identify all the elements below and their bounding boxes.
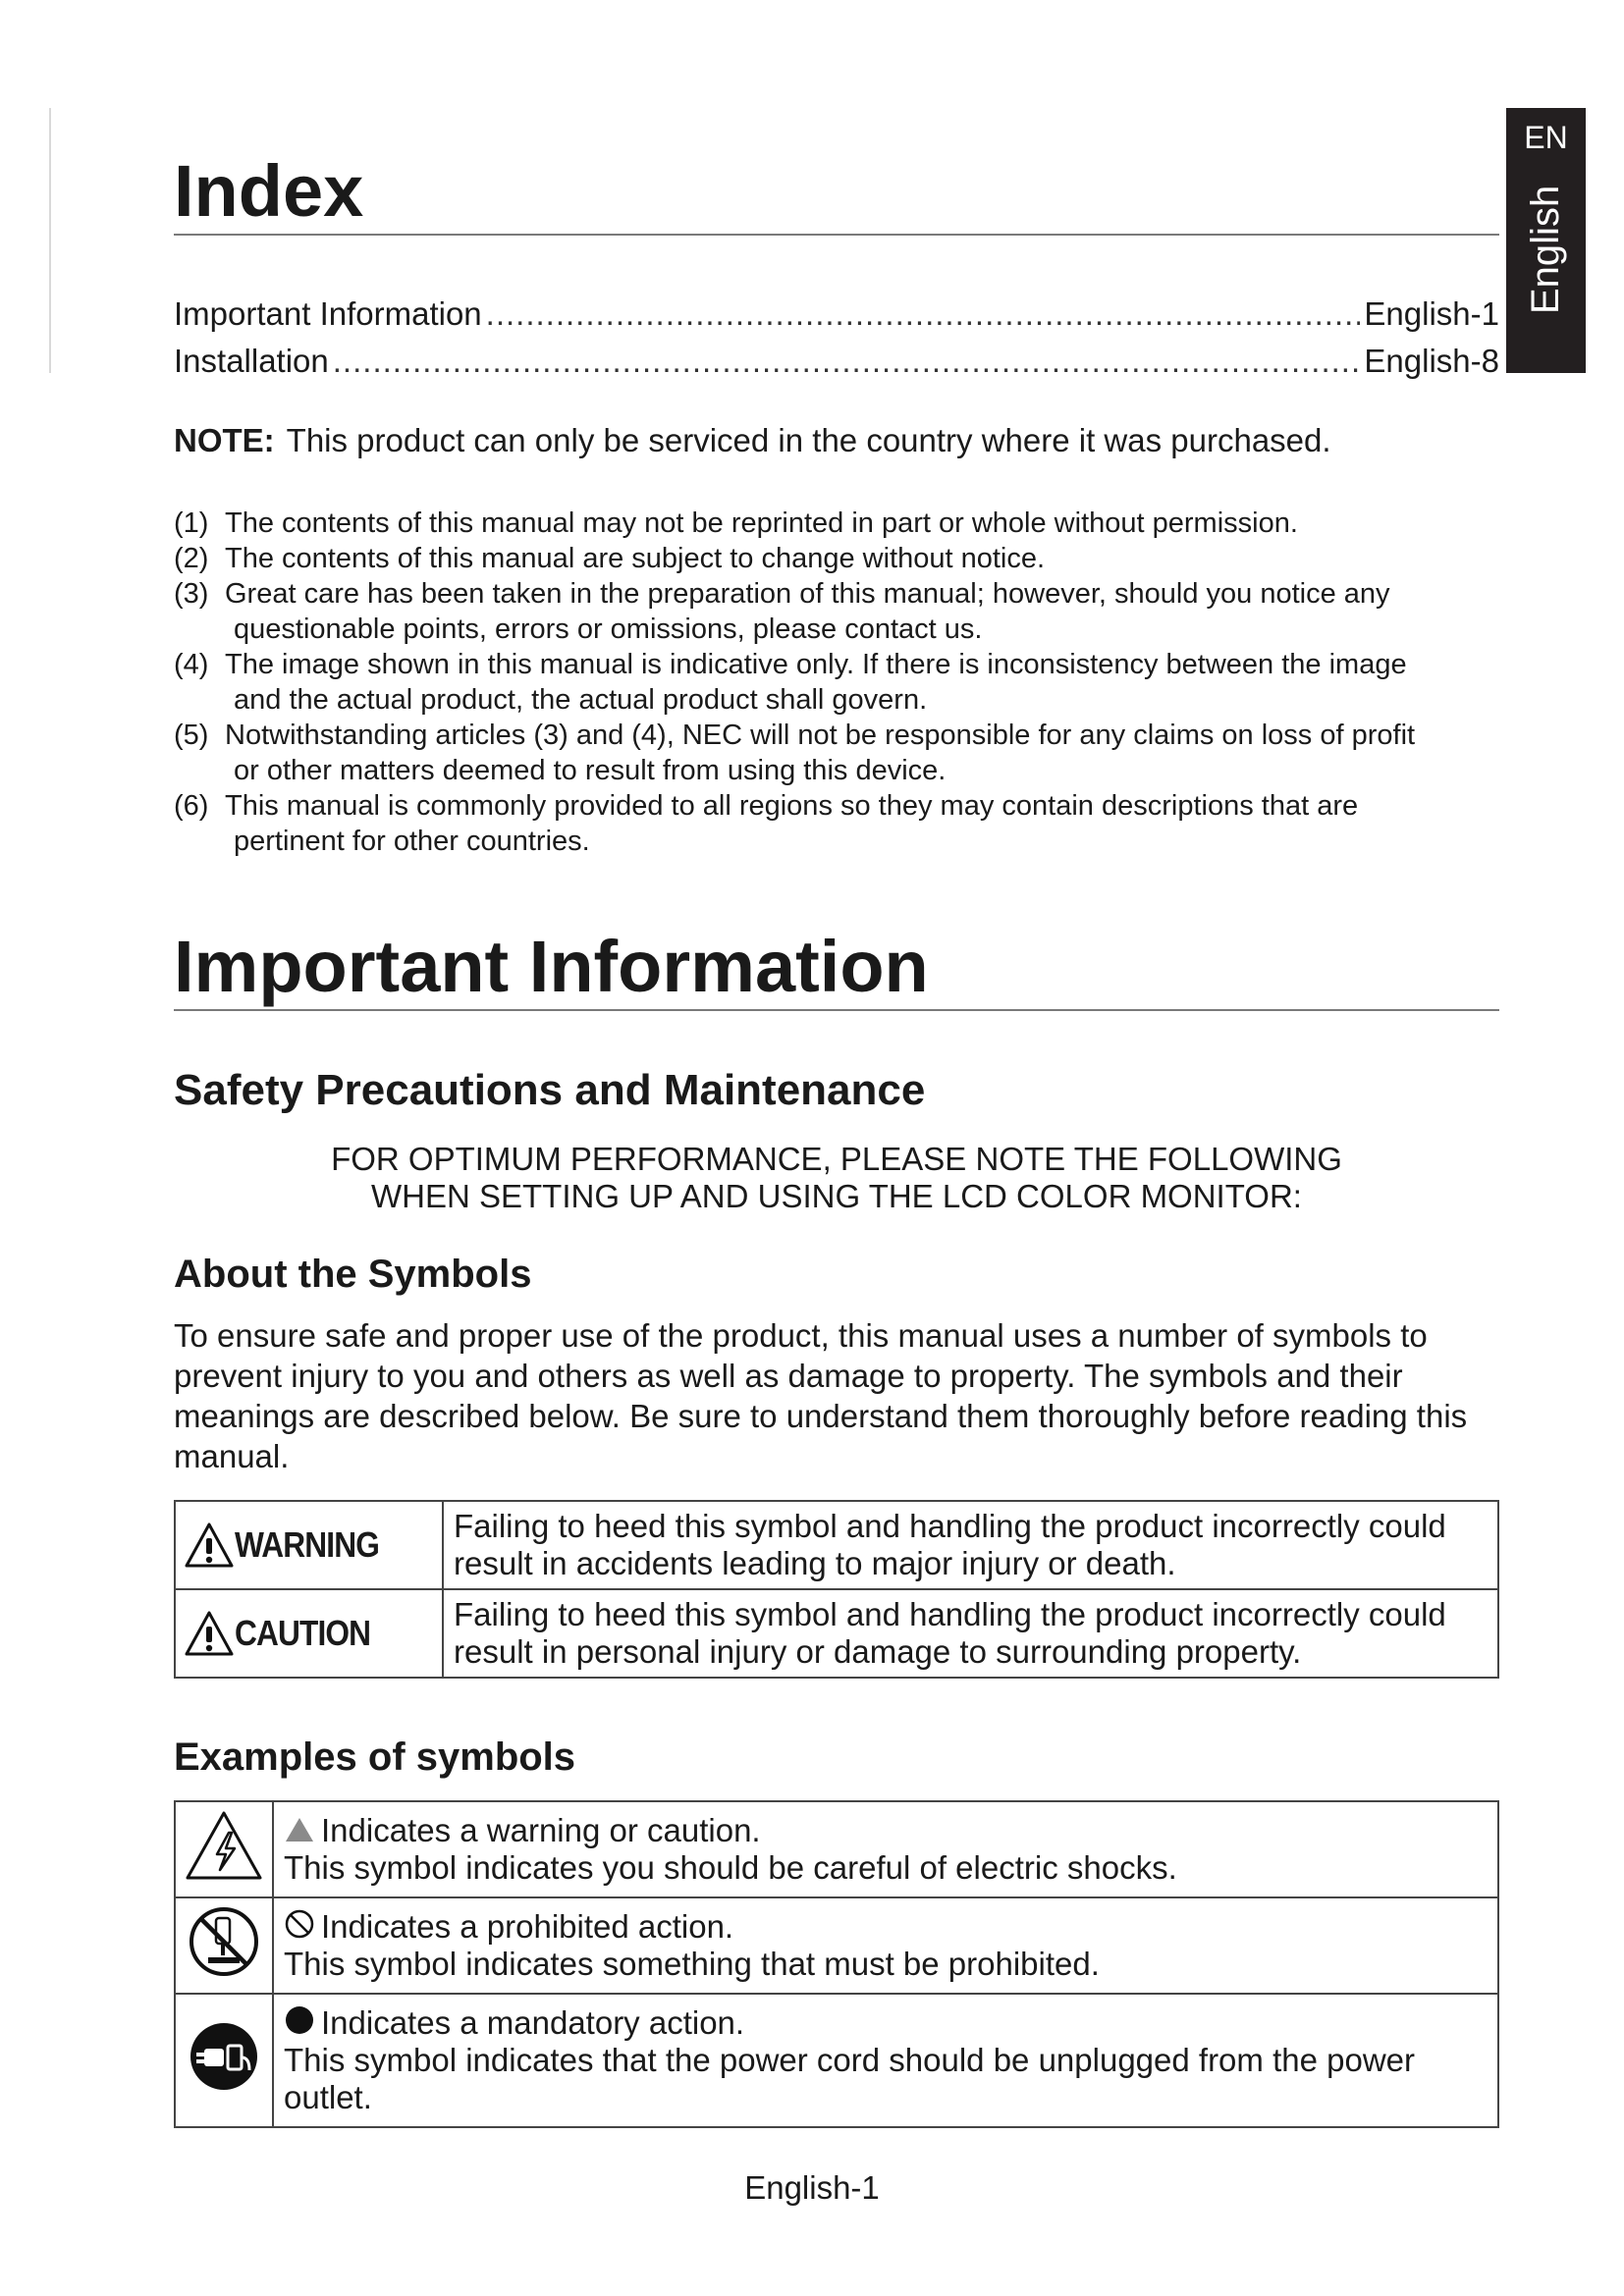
example-line2: This symbol indicates you should be careful of electric shocks. [284, 1849, 1177, 1886]
list-item-text: Great care has been taken in the preparation of this manual; however, should you notice any [225, 578, 1390, 610]
note-label: NOTE: [174, 422, 275, 458]
symbol-label-cell [175, 1589, 443, 1678]
toc-entry-page: English-1 [1364, 295, 1499, 332]
list-item-number: (6) [174, 790, 209, 822]
language-tab [1506, 108, 1586, 373]
caution-label: CAUTION [235, 1613, 371, 1653]
list-item-number: (5) [174, 720, 209, 751]
example-line [284, 1908, 1488, 1946]
symbol-description: Failing to heed this symbol and handling the product incorrectly could result in personal injury or damage to surrounding property. [443, 1589, 1498, 1678]
example-icon-cell [175, 1801, 273, 1897]
language-label: English [1524, 185, 1567, 314]
list-item-number: (2) [174, 543, 209, 574]
example-line1: Indicates a mandatory action. [321, 2004, 745, 2041]
important-title: Important Information [174, 926, 929, 1007]
page-number: English-1 [744, 2169, 880, 2206]
optimum-notice [174, 1141, 1499, 1215]
list-item-text: This manual is commonly provided to all regions so they may contain descriptions that are [225, 790, 1359, 822]
examples-table [174, 1800, 1499, 2128]
list-item-continuation: or other matters deemed to result from using this device. [234, 755, 947, 786]
list-item [174, 576, 1499, 612]
language-code: EN [1524, 120, 1568, 155]
list-item [174, 718, 1499, 753]
mandatory-dot-icon [284, 2004, 315, 2036]
important-rule [174, 1009, 1499, 1011]
table-row [175, 1801, 1498, 1897]
example-line [284, 1812, 1488, 1849]
toc-entry[interactable] [174, 342, 1499, 381]
table-row [175, 1994, 1498, 2127]
example-line2: This symbol indicates something that must be prohibited. [284, 1946, 1100, 1982]
grey-triangle-icon [284, 1816, 315, 1843]
electric-shock-icon [184, 1809, 264, 1882]
list-item-continuation: questionable points, errors or omissions, please contact us. [234, 614, 983, 645]
example-line [284, 2004, 1488, 2042]
list-item-text: The image shown in this manual is indicative only. If there is inconsistency between the image [225, 649, 1407, 680]
list-item [174, 506, 1499, 541]
example-description [273, 1897, 1498, 1994]
list-item [174, 647, 1499, 682]
list-item-continuation: pertinent for other countries. [234, 826, 590, 857]
toc-entry[interactable] [174, 294, 1499, 334]
optimum-line: FOR OPTIMUM PERFORMANCE, PLEASE NOTE THE FOLLOWING [331, 1141, 1342, 1177]
no-disassembly-icon [187, 1904, 261, 1979]
example-icon-cell [175, 1897, 273, 1994]
list-item [174, 541, 1499, 576]
symbol-meaning-table [174, 1500, 1499, 1679]
example-description [273, 1994, 1498, 2127]
notice-list [174, 506, 1499, 859]
example-icon-cell [175, 1994, 273, 2127]
table-row [175, 1897, 1498, 1994]
symbols-paragraph: To ensure safe and proper use of the product, this manual uses a number of symbols to prevent injury to you and others as well as damage to property. The symbols and their meanings are described below. Be sure to understand them thoroughly before reading this manual. [174, 1317, 1468, 1474]
caution-triangle-icon [184, 1610, 235, 1657]
warning-triangle-icon [184, 1522, 235, 1569]
symbol-description: Failing to heed this symbol and handling the product incorrectly could result in accidents leading to major injury or death. [443, 1501, 1498, 1589]
examples-heading: Examples of symbols [174, 1735, 576, 1779]
prohibited-icon [284, 1908, 315, 1940]
list-item-text: The contents of this manual are subject to change without notice. [225, 543, 1046, 574]
safety-heading: Safety Precautions and Maintenance [174, 1066, 926, 1114]
note-text: This product can only be serviced in the country where it was purchased. [286, 422, 1331, 458]
note [174, 422, 1331, 459]
toc-entry-label: Important Information [174, 295, 482, 332]
example-line1: Indicates a warning or caution. [321, 1812, 761, 1848]
example-line1: Indicates a prohibited action. [321, 1908, 734, 1945]
index-rule [174, 234, 1499, 236]
list-item [174, 788, 1499, 824]
list-item-number: (1) [174, 507, 209, 539]
list-item-text: Notwithstanding articles (3) and (4), NEC will not be responsible for any claims on loss of profit [225, 720, 1416, 751]
example-description [273, 1801, 1498, 1897]
margin-line [49, 108, 51, 373]
warning-label: WARNING [235, 1524, 379, 1565]
toc-dots [486, 294, 1361, 334]
table-row [175, 1501, 1498, 1589]
toc-entry-label: Installation [174, 343, 329, 379]
list-item-text: The contents of this manual may not be reprinted in part or whole without permission. [225, 507, 1298, 539]
toc-dots [333, 342, 1361, 381]
optimum-line: WHEN SETTING UP AND USING THE LCD COLOR MONITOR: [371, 1178, 1302, 1214]
example-line2: This symbol indicates that the power cord should be unplugged from the power outlet. [284, 2042, 1415, 2115]
unplug-icon [187, 2019, 261, 2094]
list-item-number: (3) [174, 578, 209, 610]
list-item-number: (4) [174, 649, 209, 680]
toc-entry-page: English-8 [1364, 343, 1499, 379]
symbol-label-cell [175, 1501, 443, 1589]
symbols-heading: About the Symbols [174, 1253, 532, 1296]
index-title: Index [174, 150, 364, 232]
list-item-continuation: and the actual product, the actual product shall govern. [234, 684, 928, 716]
table-row [175, 1589, 1498, 1678]
